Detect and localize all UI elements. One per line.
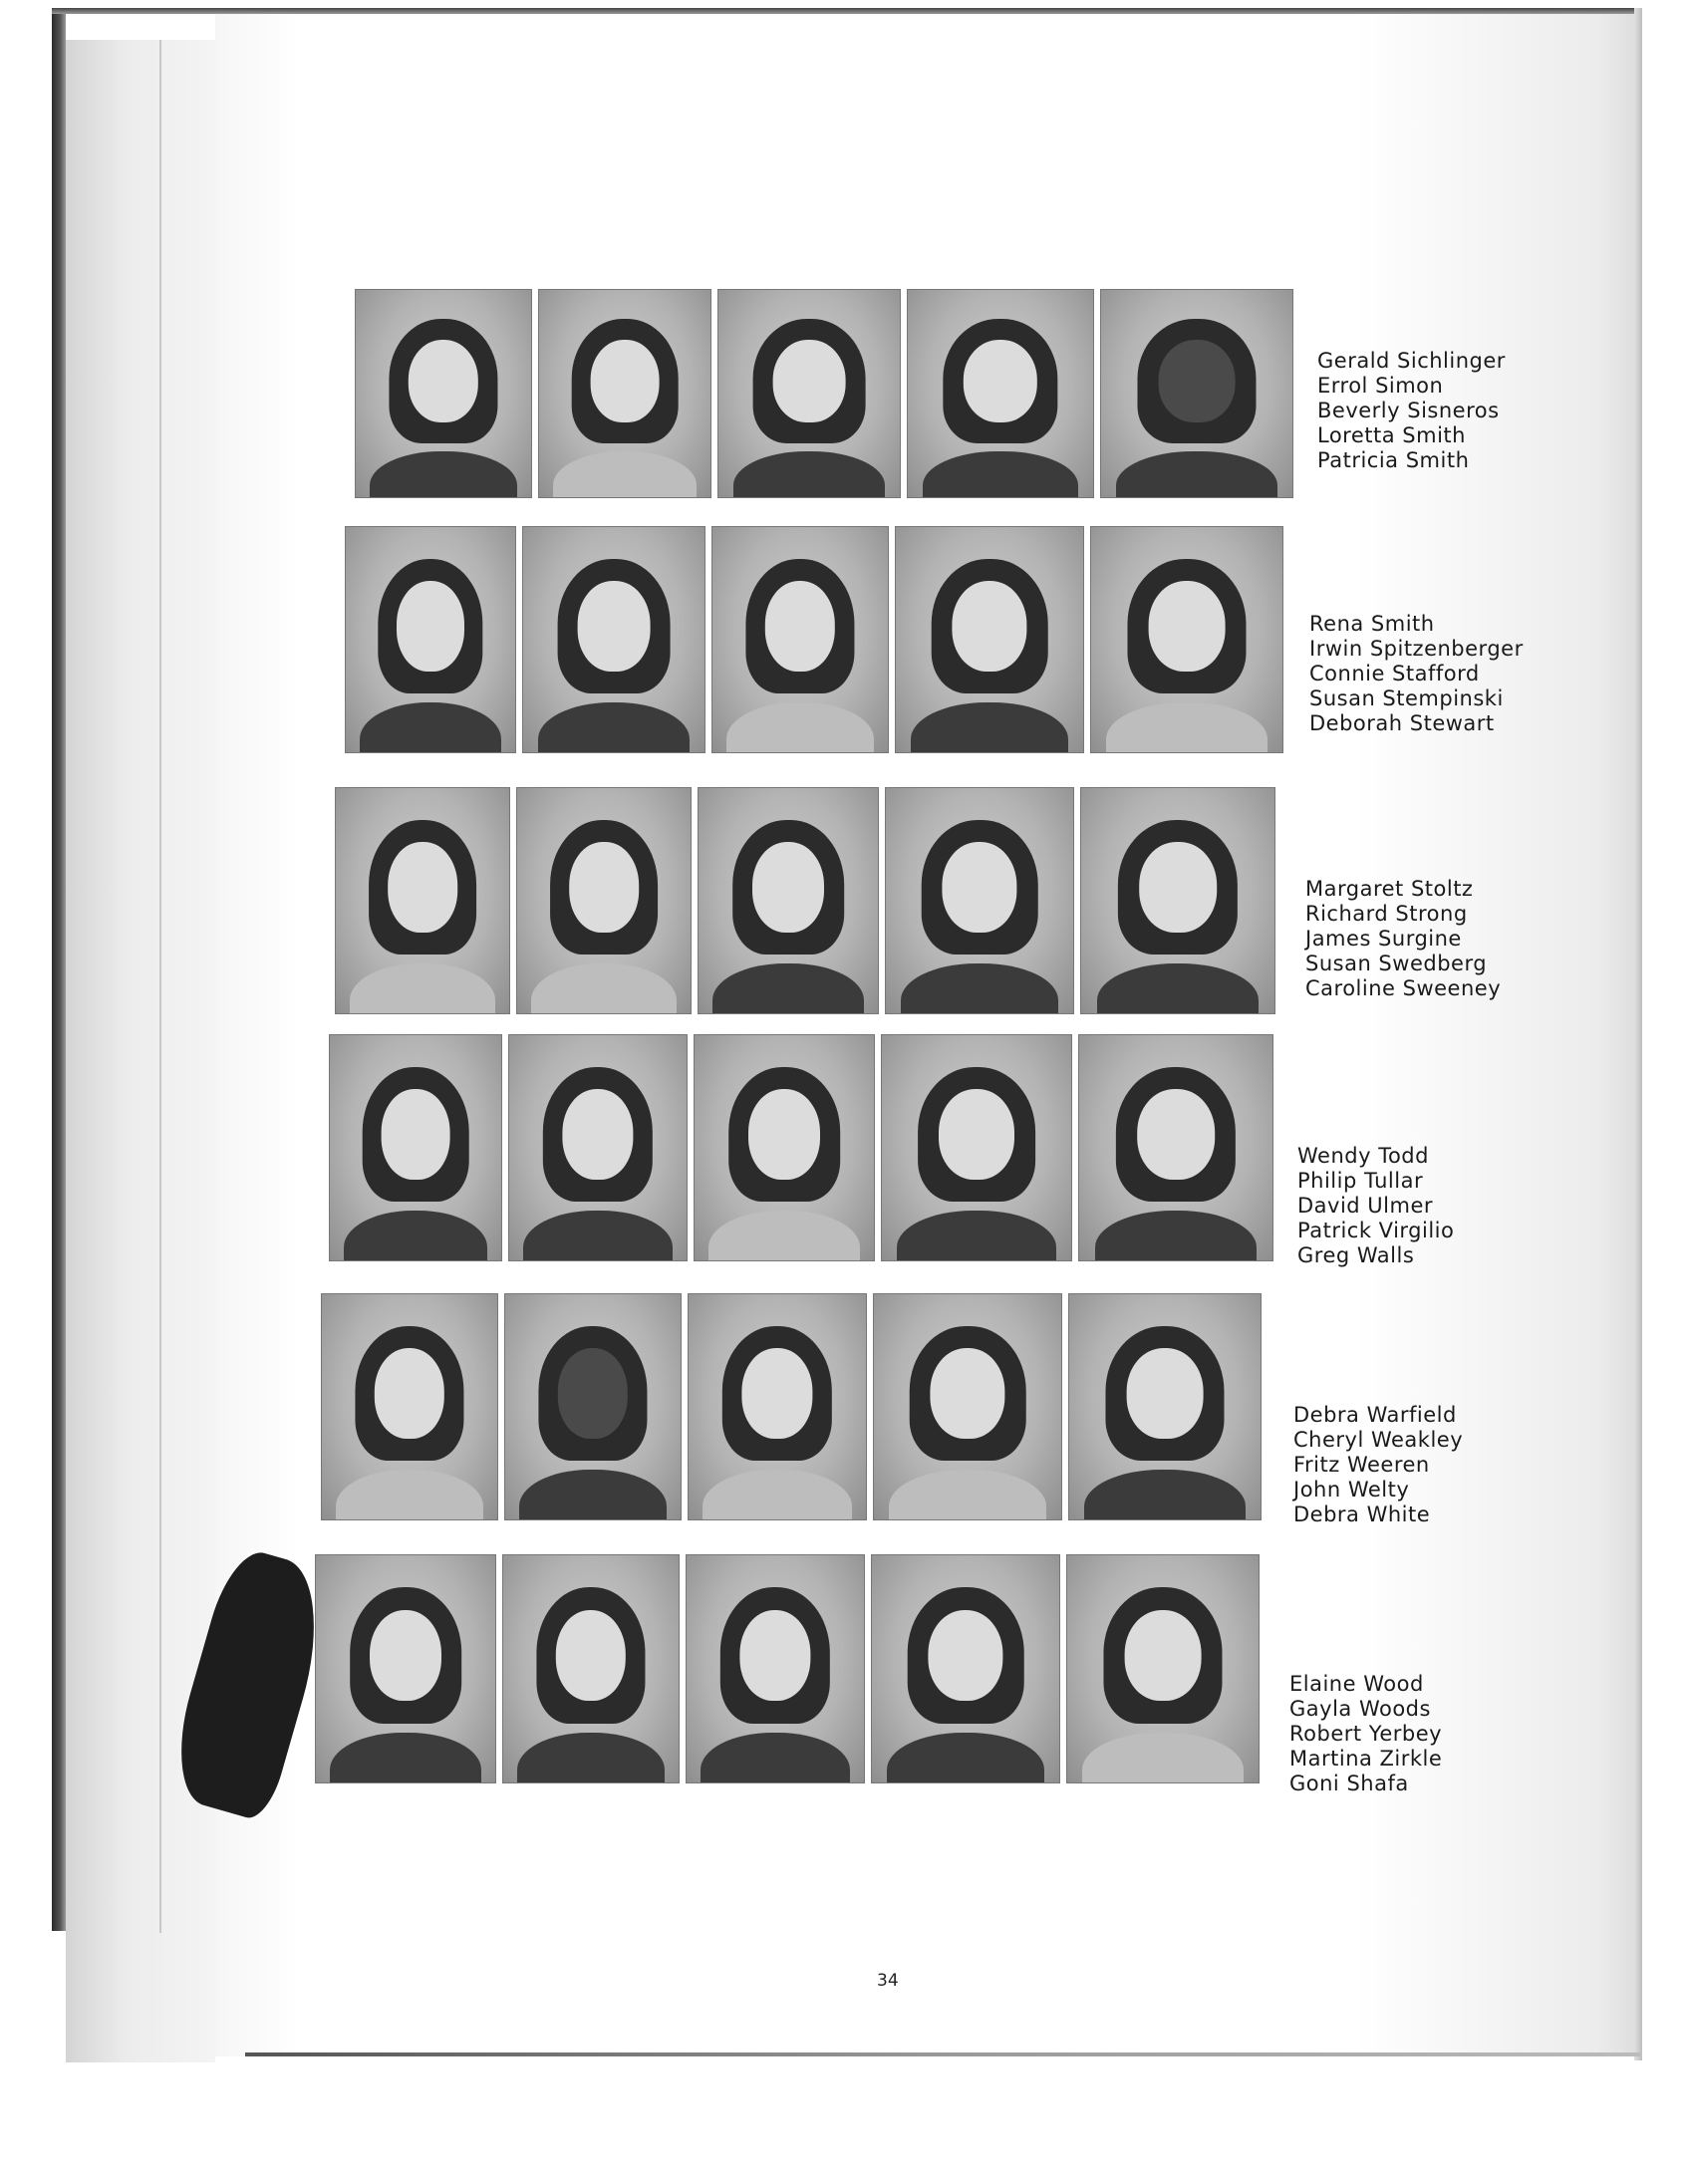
portrait-photo [694,1034,875,1261]
portrait-photo [871,1554,1060,1783]
student-name: Deborah Stewart [1309,711,1495,735]
portrait-row-5 [321,1293,1268,1520]
name-list-row-6 [1289,1672,1442,1796]
portrait-photo [881,1034,1072,1261]
portrait-photo [516,787,692,1014]
portrait-photo [873,1293,1062,1520]
student-name: Gayla Woods [1289,1697,1431,1721]
student-name: Martina Zirkle [1289,1747,1443,1771]
student-name: Beverly Sisneros [1317,399,1500,422]
name-list-row-1 [1317,349,1506,473]
student-name: Susan Swedberg [1305,952,1488,975]
student-name: Robert Yerbey [1289,1722,1443,1746]
name-list-row-4 [1297,1144,1454,1268]
right-page-edge [1634,8,1642,2060]
student-name: Greg Walls [1297,1243,1415,1267]
portrait-photo [885,787,1074,1014]
portrait-photo [329,1034,502,1261]
portrait-photo [1090,526,1283,753]
portrait-photo [686,1554,865,1783]
student-name: Wendy Todd [1297,1144,1429,1168]
portrait-photo [1066,1554,1260,1783]
left-page-fold [159,40,161,1933]
student-name: John Welty [1293,1478,1410,1502]
portrait-photo [355,289,532,498]
student-name: Debra White [1293,1502,1431,1526]
portrait-photo [717,289,901,498]
portrait-photo [345,526,516,753]
student-name: Patrick Virgilio [1297,1219,1455,1242]
portrait-photo [698,787,879,1014]
portrait-photo [522,526,705,753]
portrait-photo [895,526,1084,753]
portrait-photo [1078,1034,1273,1261]
student-name: Philip Tullar [1297,1169,1424,1193]
portrait-photo [1068,1293,1262,1520]
portrait-row-6 [315,1554,1266,1783]
student-name: David Ulmer [1297,1194,1434,1218]
portrait-photo [907,289,1094,498]
page-number: 34 [877,1971,899,1991]
student-name: Susan Stempinski [1309,686,1504,710]
student-name: Rena Smith [1309,612,1435,636]
portrait-row-1 [355,289,1299,498]
portrait-photo [315,1554,496,1783]
top-page-edge [52,8,1636,14]
student-name: Elaine Wood [1289,1672,1424,1696]
student-name: Cheryl Weakley [1293,1428,1464,1452]
student-name: Debra Warfield [1293,1403,1457,1427]
portrait-photo [502,1554,680,1783]
portrait-photo [321,1293,498,1520]
student-name: Patricia Smith [1317,448,1470,472]
student-name: Fritz Weeren [1293,1453,1430,1477]
student-name: Gerald Sichlinger [1317,349,1506,373]
student-name: Irwin Spitzenberger [1309,637,1524,661]
portrait-photo [1100,289,1293,498]
portrait-photo [335,787,510,1014]
portrait-row-2 [345,526,1289,753]
portrait-photo [711,526,889,753]
name-list-row-5 [1293,1403,1463,1527]
portrait-photo [508,1034,688,1261]
portrait-row-3 [335,787,1281,1014]
student-name: Caroline Sweeney [1305,976,1502,1000]
bottom-page-edge [245,2052,1640,2056]
student-name: James Surgine [1305,927,1462,951]
name-list-row-3 [1305,877,1501,1001]
portrait-photo [1080,787,1275,1014]
portrait-row-4 [329,1034,1279,1261]
student-name: Richard Strong [1305,902,1468,926]
portrait-photo [504,1293,682,1520]
student-name: Loretta Smith [1317,423,1466,447]
book-binding [52,8,66,1931]
student-name: Connie Stafford [1309,662,1480,685]
student-name: Margaret Stoltz [1305,877,1474,901]
portrait-photo [688,1293,867,1520]
name-list-row-2 [1309,612,1524,736]
student-name: Errol Simon [1317,374,1444,398]
student-name: Goni Shafa [1289,1772,1409,1795]
portrait-photo [538,289,711,498]
